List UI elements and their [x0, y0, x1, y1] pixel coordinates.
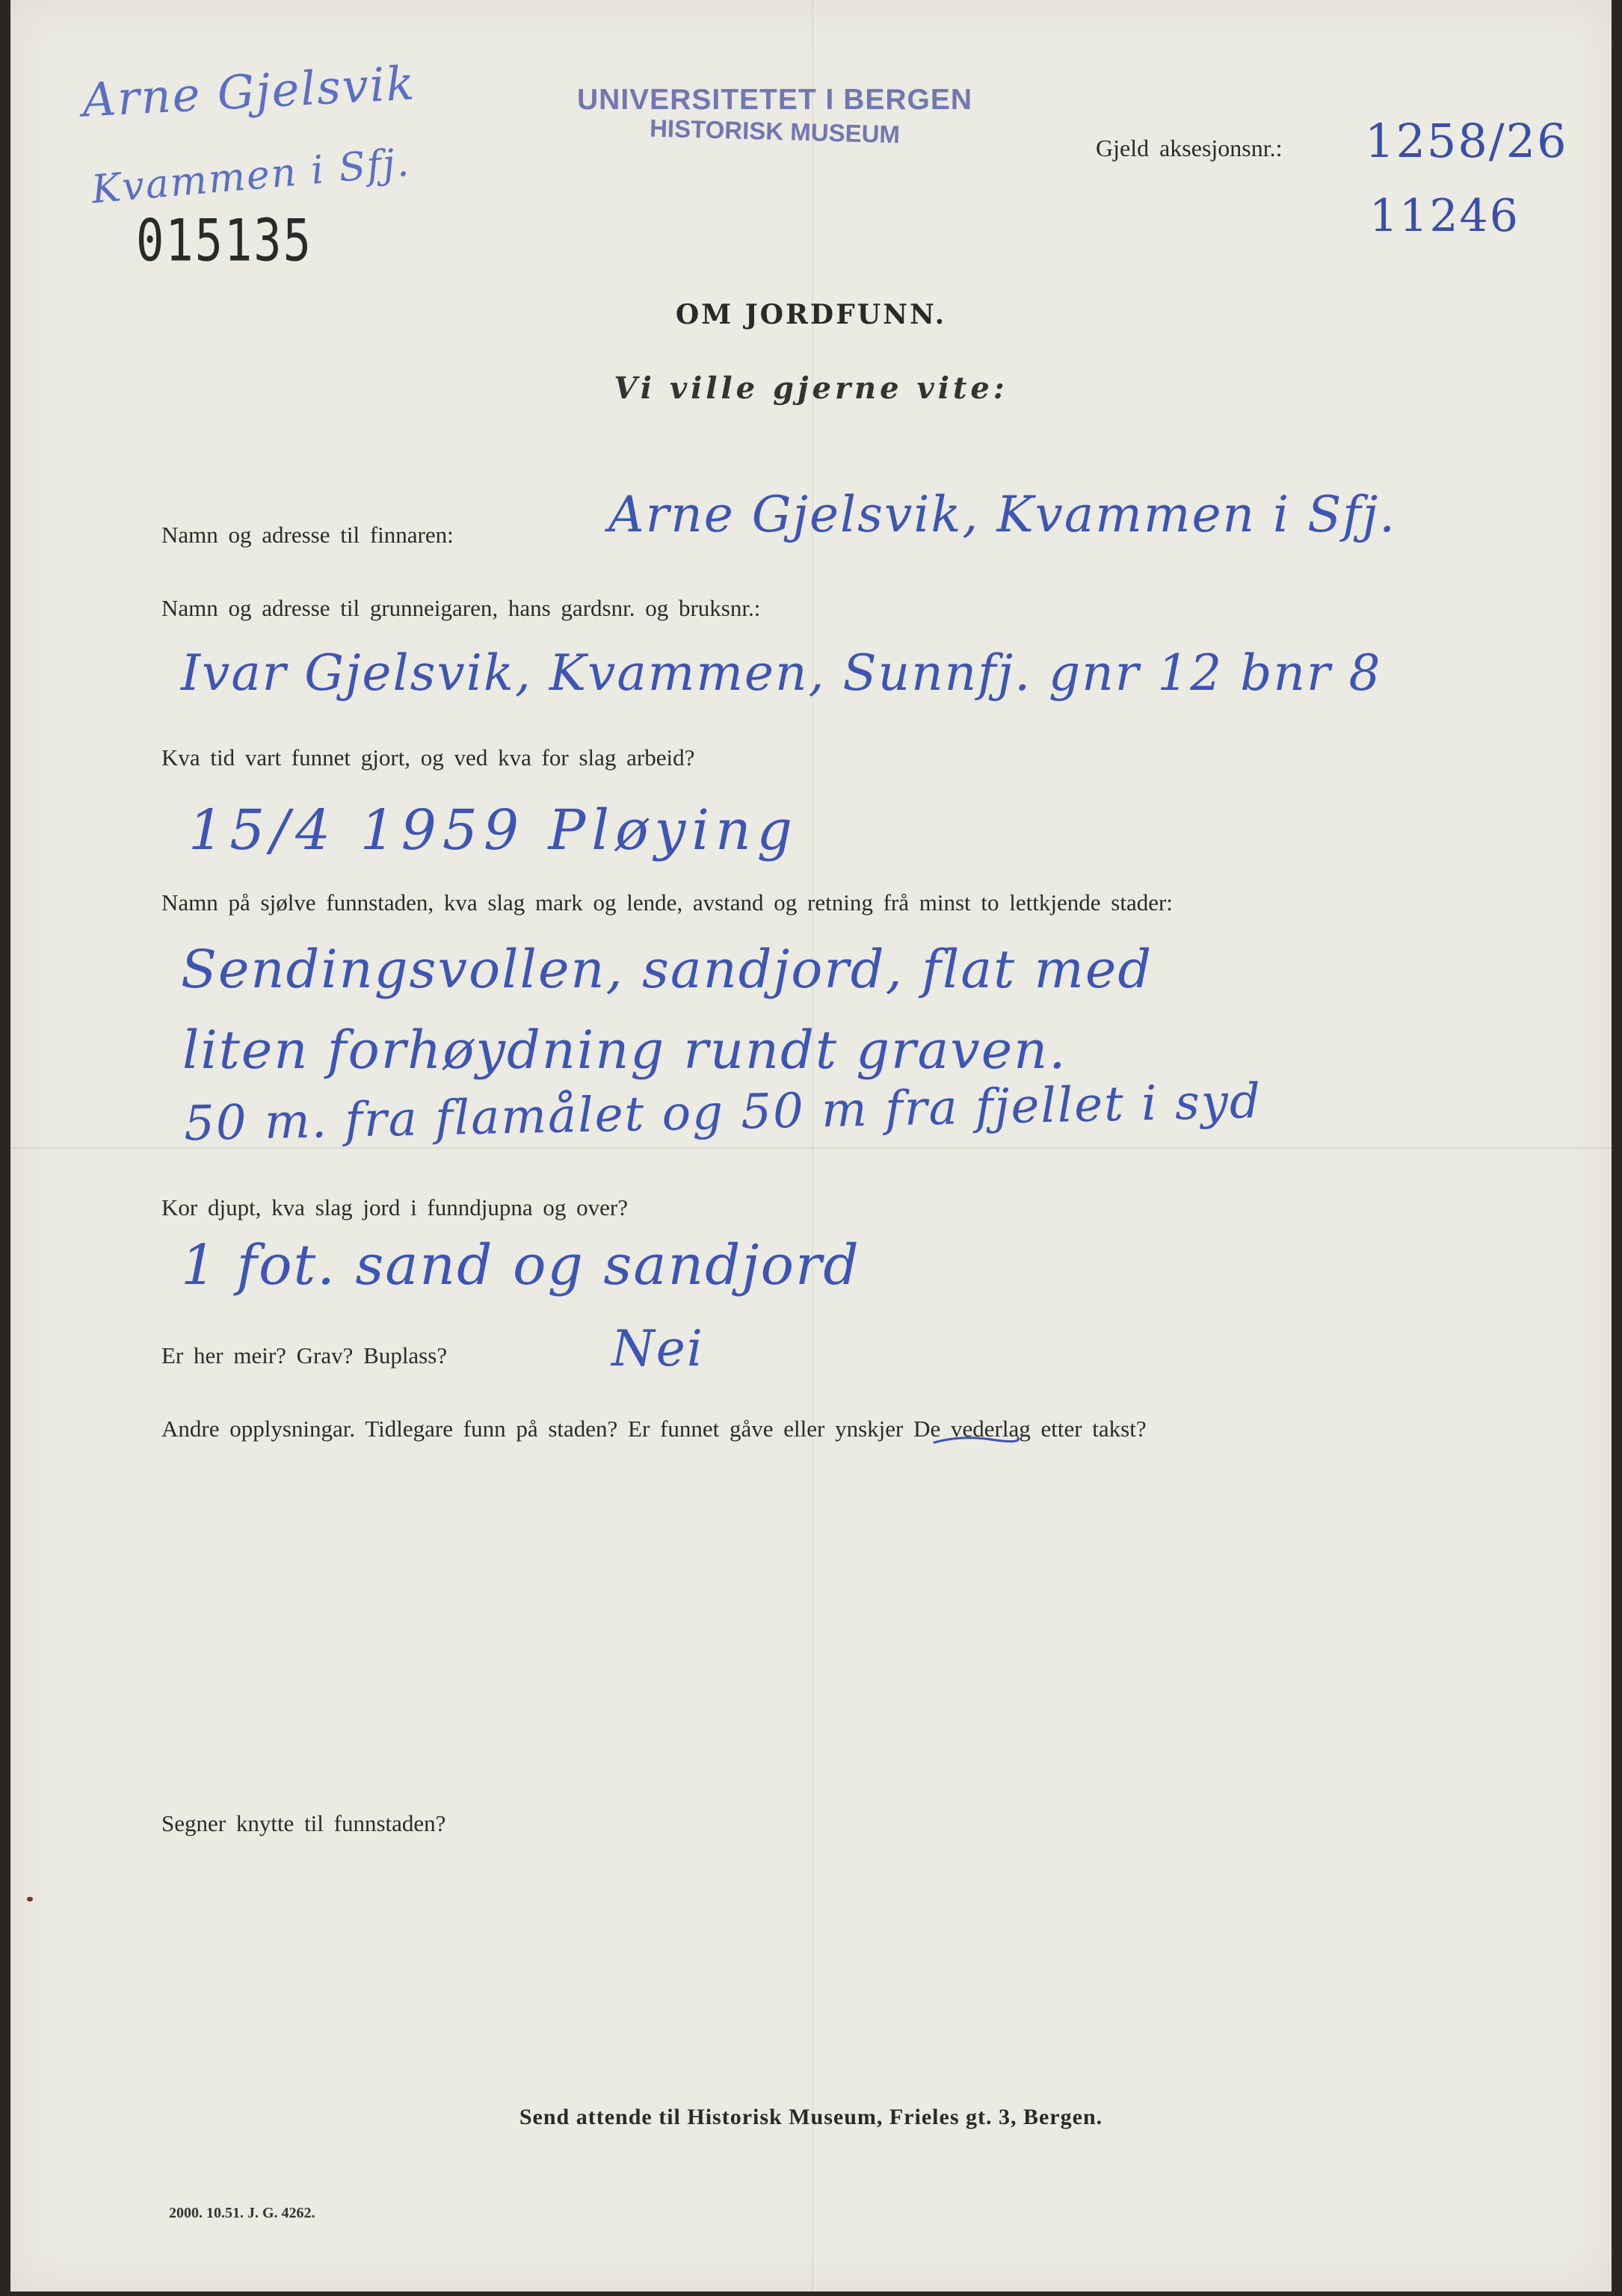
- more-label: Er her meir? Grav? Buplass?: [161, 1342, 448, 1368]
- fold-line-vertical: [812, 0, 813, 2292]
- form-subtitle: Vi ville gjerne vite:: [614, 371, 1008, 406]
- place-value-line1: Sendingsvollen, sandjord, flat med: [181, 939, 1153, 1000]
- time-value: 15/4 1959 Pløying: [188, 798, 799, 862]
- legends-label: Segner knytte til funnstaden?: [161, 1810, 446, 1836]
- top-left-note-line2: Kvammen i Sfj.: [90, 140, 413, 213]
- archive-number: 015135: [136, 206, 312, 275]
- depth-label: Kor djupt, kva slag jord i funndjupna og over?: [161, 1194, 628, 1220]
- place-label: Namn på sjølve funnstaden, kva slag mark og lende, avstand og retning frå minst to lettkjende stader:: [161, 889, 1173, 916]
- gave-underline: [931, 1434, 1021, 1448]
- place-value-line3: 50 m. fra flamålet og 50 m fra fjellet i syd: [183, 1073, 1262, 1152]
- form-title: OM JORDFUNN.: [675, 299, 947, 330]
- return-address: Send attende til Historisk Museum, Frieles gt. 3, Bergen.: [519, 2105, 1103, 2129]
- finder-label: Namn og adresse til finnaren:: [161, 522, 454, 548]
- finder-value: Arne Gjelsvik, Kvammen i Sfj.: [608, 486, 1397, 543]
- other-label-part1: Andre opplysningar. Tidlegare funn på staden? Er funnet: [161, 1416, 720, 1442]
- other-label-gave: gåve: [730, 1416, 774, 1442]
- edge-mark: [27, 1897, 33, 1901]
- depth-value: 1 fot. sand og sandjord: [181, 1233, 860, 1297]
- accession-value: 1258/26: [1365, 114, 1568, 168]
- institution-stamp: [577, 84, 973, 149]
- place-value-line2: liten forhøydning rundt graven.: [182, 1019, 1067, 1081]
- top-left-note-line1: Arne Gjelsvik: [81, 55, 417, 128]
- owner-label: Namn og adresse til grunneigaren, hans gardsnr. og bruksnr.:: [161, 595, 761, 621]
- time-label: Kva tid vart funnet gjort, og ved kva for slag arbeid?: [161, 744, 695, 771]
- accession-label: Gjeld aksesjonsnr.:: [1096, 135, 1283, 161]
- other-label-part2: eller ynskjer De vederlag etter takst?: [783, 1416, 1147, 1442]
- stamp-line1: UNIVERSITETET I BERGEN: [577, 84, 973, 116]
- more-value: Nei: [611, 1320, 704, 1377]
- form-sheet: [10, 0, 1612, 2292]
- accession-value-2: 11246: [1369, 190, 1520, 242]
- owner-value: Ivar Gjelsvik, Kvammen, Sunnfj. gnr 12 bnr 8: [181, 644, 1382, 702]
- print-code: 2000. 10.51. J. G. 4262.: [169, 2205, 315, 2221]
- stamp-line2: HISTORISK MUSEUM: [649, 114, 901, 149]
